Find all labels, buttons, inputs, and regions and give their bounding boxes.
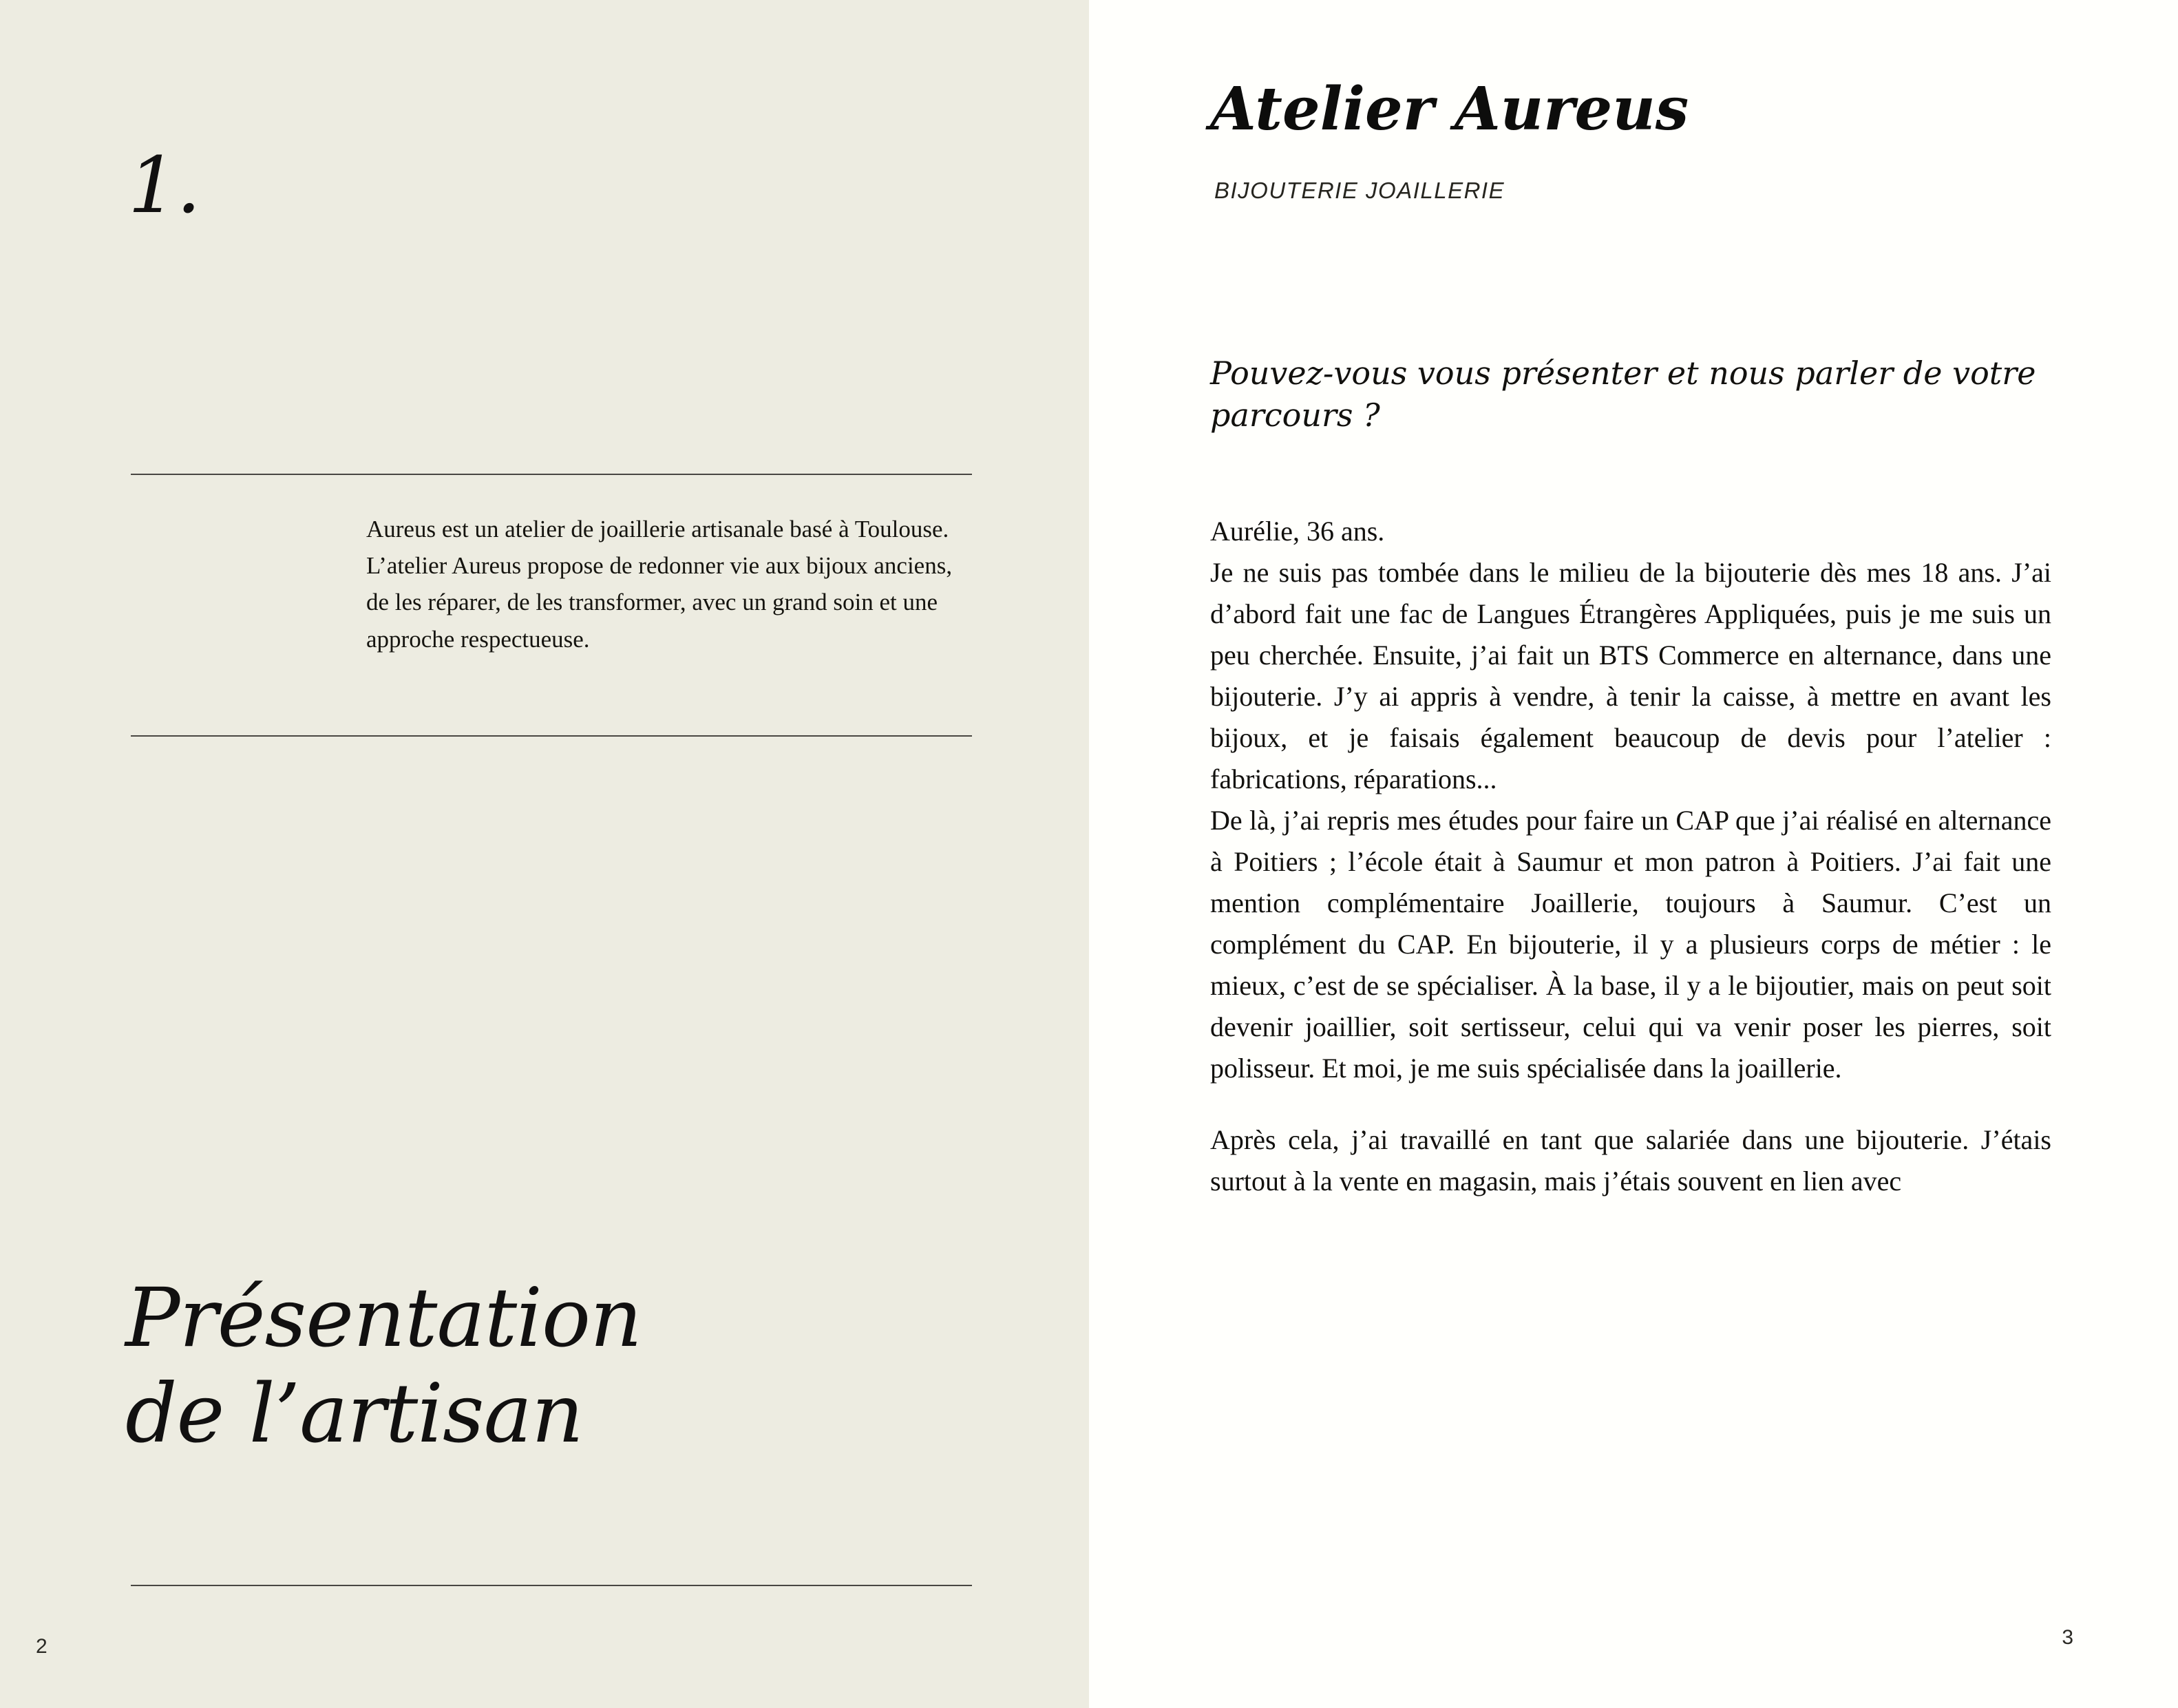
page-title-line-2: de l’artisan: [125, 1366, 583, 1462]
interview-question: Pouvez-vous vous présenter et nous parler de votre parcours ?: [1210, 355, 2036, 434]
divider-bottom: [131, 735, 972, 737]
divider-top: [131, 474, 972, 475]
answer-paragraph-4: Après cela, j’ai travaillé en tant que salariée dans une bijouterie. J’étais surtout à la vente en magasin, mais j’étais souvent en lien avec: [1210, 1124, 2051, 1196]
answer-paragraph-1: Aurélie, 36 ans.: [1210, 516, 1385, 547]
intro-paragraph: Aureus est un atelier de joaillerie artisanale basé à Toulouse. L’atelier Aureus propose de redonner vie aux bijoux anciens, de les réparer, de les transformer, avec un grand soin et une approche respectueuse.: [366, 516, 953, 653]
folio-left: 2: [36, 1635, 47, 1658]
chapter-number: 1.: [128, 141, 200, 231]
divider-title: [131, 1585, 972, 1586]
right-page: [1089, 0, 2178, 1708]
answer-paragraph-3: De là, j’ai repris mes études pour faire un CAP que j’ai réalisé en alternance à Poitiers ; l’école était à Saumur et mon patron à Poitiers. J’ai fait une mention complémentaire Joaillerie, toujours à Saumur. C’est un complément du CAP. En bijouterie, il y a plusieurs corps de métier : le mieux, c’est de se spécialiser. À la base, il y a le bijoutier, mais on peut soit devenir joaillier, soit sertisseur, celui qui va venir poser les pierres, soit polisseur. Et moi, je me suis spécialisée dans la joaillerie.: [1210, 805, 2051, 1084]
answer-paragraph-2: Je ne suis pas tombée dans le milieu de la bijouterie dès mes 18 ans. J’ai d’abord fait une fac de Langues Étrangères Appliquées, puis je me suis un peu cherchée. Ensuite, j’ai fait un BTS Commerce en alternance, dans une bijouterie. J’y ai appris à vendre, à tenir la caisse, à mettre en avant les bijoux, et je faisais également beaucoup de devis pour l’atelier : fabrications, réparations...: [1210, 557, 2051, 794]
page-title: [125, 1270, 993, 1462]
interview-answer: [1210, 511, 2051, 1202]
brand-subtitle: BIJOUTERIE JOAILLERIE: [1214, 178, 1505, 203]
brand-name: Atelier Aureus: [1210, 74, 1689, 144]
folio-right: 3: [2062, 1626, 2073, 1649]
page-title-line-1: Présentation: [125, 1270, 642, 1365]
